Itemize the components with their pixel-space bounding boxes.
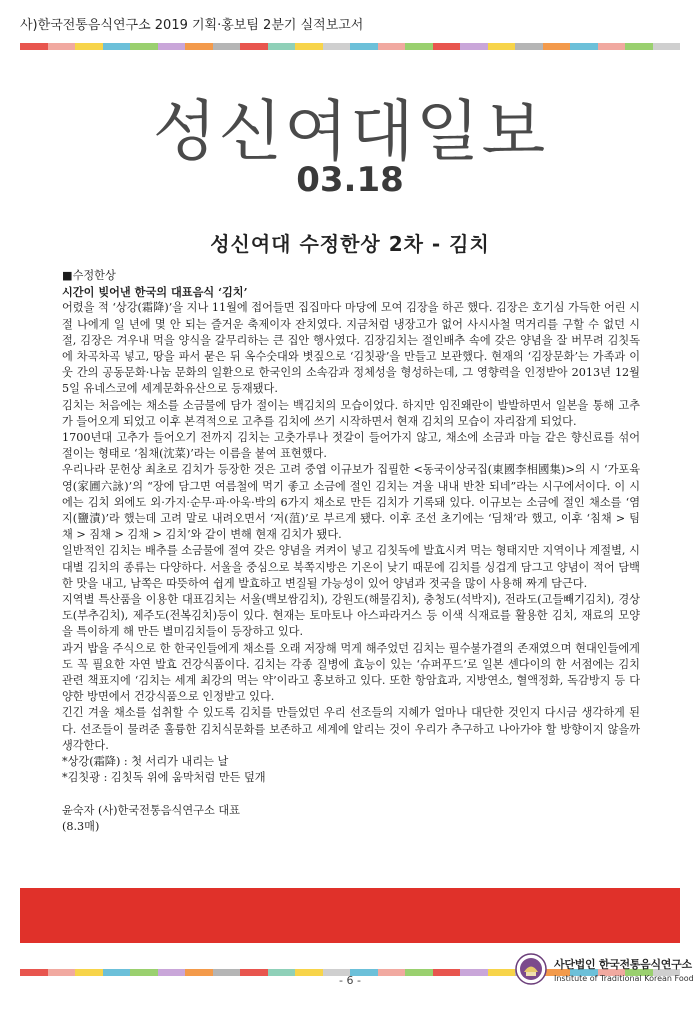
stripe-segment	[48, 43, 76, 50]
paragraph: 1700년대 고추가 들어오기 전까지 김치는 고춧가루나 젓갈이 들어가지 않고, 채소에 소금과 마늘 같은 향신료를 섞어 절이는 형태로 ‘침채(沈菜)’라는 이름을 붙여 표현했다.	[62, 431, 640, 461]
stripe-segment	[268, 43, 296, 50]
newspaper-title: 성신여대일보	[152, 93, 548, 170]
red-banner	[20, 888, 680, 943]
article-subtitle: 성신여대 수정한상 2차 - 김치	[210, 232, 490, 256]
logo-korean-name: 사단법인 한국전통음식연구소	[554, 957, 692, 971]
article-date: 03.18	[296, 160, 404, 200]
stripe-segment	[543, 43, 571, 50]
article-body	[62, 268, 640, 835]
stripe-segment	[625, 43, 653, 50]
stripe-segment	[488, 43, 516, 50]
stripe-segment	[240, 43, 268, 50]
footnote: *상강(霜降) : 첫 서리가 내리는 날	[62, 755, 229, 769]
stripe-segment	[405, 43, 433, 50]
article-headline: 시간이 빚어낸 한국의 대표음식 ‘김치’	[62, 285, 248, 300]
report-header: 사)한국전통음식연구소 2019 기획·홍보팀 2분기 실적보고서	[20, 18, 364, 33]
paragraph: 지역별 특산품을 이용한 대표김치는 서울(백보쌈김치), 강원도(해물김치), 충청도(석박지), 전라도(고들빼기김치), 경상도(부추김치), 제주도(전복김치)등이 있다. 현재는 토마토나 아스파라거스 등 이색 식재료를 활용한 김치, 재료의 모양을 특이하게 해 만든 별미김치들이 등장하고 있다.	[62, 593, 640, 639]
stripe-segment	[75, 43, 103, 50]
stripe-segment	[213, 43, 241, 50]
stripe-segment	[515, 43, 543, 50]
paragraph: 긴긴 겨울 채소를 섭취할 수 있도록 김치를 만들었던 우리 선조들의 지혜가 얼마나 대단한 것인지 다시금 생각하게 된다. 선조들이 물려준 훌륭한 김치식문화를 보존하고 세계에 알리는 것이 우리가 추구하고 나아가야 할 방향이지 않을까 생각한다.	[62, 706, 640, 752]
stripe-segment	[653, 43, 681, 50]
paragraph: 우리나라 문헌상 최초로 김치가 등장한 것은 고려 중엽 이규보가 집필한 <동국이상국집(東國李相國集)>의 시 ‘가포육영(家圃六詠)’의 “장에 담그면 여름철에 먹기 좋고 소금에 절인 김치는 겨울 내내 반찬 되네”라는 시구에서이다. 이 시에는 김치 외에도 외·가지·순무·파·아욱·박의 6가지 채소로 만든 김치가 기록돼 있다. 이규보는 소금에 절인 채소를 ‘염지(鹽漬)’라 했는데 고려 말로 내려오면서 ‘저(菹)’로 부르게 됐다. 이후 조선 초기에는 ‘딤채’라 했고, 이후 ‘침채 > 팀채 > 짐채 > 김채 > 김치’와 같이 변해 현재 김치가 됐다.	[62, 463, 640, 542]
stripe-segment	[350, 43, 378, 50]
page-number: - 6 -	[339, 974, 361, 987]
institute-logo	[514, 952, 694, 986]
section-label: ■수정한상	[62, 269, 116, 282]
length-note: (8.3매)	[62, 819, 100, 833]
footnote: *김칫광 : 김칫독 위에 움막처럼 만든 덮개	[62, 771, 266, 785]
paragraph: 일반적인 김치는 배추를 소금물에 절여 갖은 양념을 켜켜이 넣고 김칫독에 발효시켜 먹는 형태지만 지역이나 계절별, 시대별 김치의 종류는 다양하다. 서울을 중심으로 북쪽지방은 기온이 낮기 때문에 김치를 싱겁게 담그고 양념이 적어 담백한 맛을 내고, 남쪽은 따뜻하여 쉽게 발효하고 변질될 가능성이 있어 양념과 젓국을 많이 사용해 짜게 담근다.	[62, 544, 640, 590]
logo-english-name: Institute of Traditional Korean Food	[554, 973, 694, 983]
stripe-segment	[158, 43, 186, 50]
paragraph: 과거 밥을 주식으로 한 한국인들에게 채소를 오래 저장해 먹게 해주었던 김치는 필수불가결의 존재였으며 현대인들에게도 꼭 필요한 자연 발효 건강식품이다. 김치는 각종 질병에 효능이 있는 ‘슈퍼푸드’로 일본 센다이의 한 서점에는 김치 관련 책표지에 ‘김치는 세계 최강의 먹는 약’이라고 홍보하고 있다. 또한 항암효과, 지방연소, 혈액정화, 독감방지 등 다양한 방면에서 건강식품으로 인정받고 있다.	[62, 641, 640, 704]
institute-emblem-icon	[514, 952, 548, 986]
stripe-segment	[460, 43, 488, 50]
top-color-stripe	[20, 43, 680, 50]
stripe-segment	[295, 43, 323, 50]
stripe-segment	[598, 43, 626, 50]
author-line: 윤숙자 (사)한국전통음식연구소 대표	[62, 803, 240, 817]
paragraph: 김치는 처음에는 채소를 소금물에 담가 절이는 백김치의 모습이었다. 하지만 임진왜란이 발발하면서 일본을 통해 고추가 들어오게 되었고 이후 본격적으로 고추를 김치에 쓰기 시작하면서 현재 김치의 모습이 자리잡게 되었다.	[62, 398, 640, 428]
stripe-segment	[20, 43, 48, 50]
stripe-segment	[185, 43, 213, 50]
stripe-segment	[378, 43, 406, 50]
stripe-segment	[433, 43, 461, 50]
stripe-segment	[103, 43, 131, 50]
stripe-segment	[323, 43, 351, 50]
stripe-segment	[130, 43, 158, 50]
paragraph: 어렸을 적 ‘상강(霜降)’을 지나 11월에 접어들면 집집마다 마당에 모여 김장을 하곤 했다. 김장은 호기심 가득한 어린 시절 나에게 일 년에 몇 안 되는 즐거운 축제이자 잔치였다. 지금처럼 냉장고가 없어 사시사철 먹거리를 구할 수 없던 시절, 김장은 겨우내 먹을 양식을 갈무리하는 큰 집안 행사였다. 김장김치는 절인배추 속에 갖은 양념을 잘 버무려 김칫독에 차곡차곡 넣고, 땅을 파서 묻은 뒤 옥수숫대와 볏짚으로 ‘김칫광’을 만들고 보관했다. 현재의 ‘김장문화’는 가족과 이웃 간의 공동문화·나눔 문화의 일환으로 한국인의 소속감과 정체성을 형성하는데, 그 영향력을 인정받아 2013년 12월 5일 유네스코에 세계문화유산으로 등재됐다.	[62, 301, 640, 396]
stripe-segment	[570, 43, 598, 50]
